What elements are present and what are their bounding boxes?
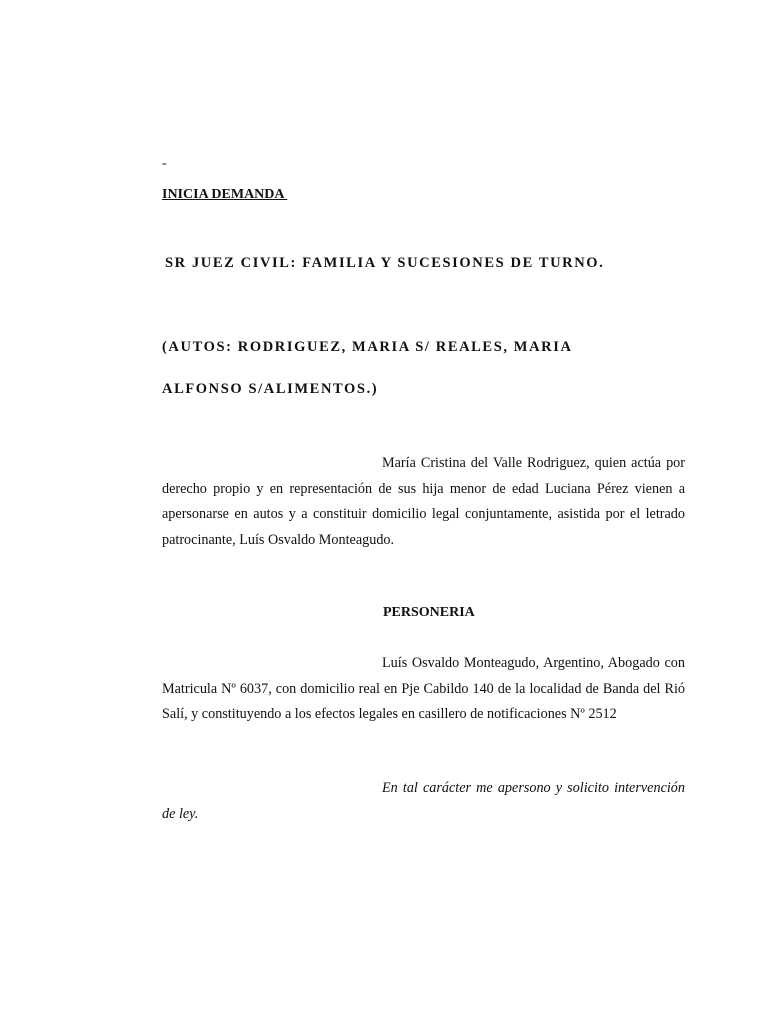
case-caption-line-2: ALFONSO S/ALIMENTOS.): [162, 381, 379, 397]
leading-dash: -: [162, 156, 167, 171]
appearance-paragraph: [162, 451, 685, 553]
appearance-paragraph-text: María Cristina del Valle Rodriguez, quien actúa por derecho propio y en representación de sus hija menor de edad Luciana Pérez vienen a apersonarse en autos y a constituir domicilio legal conjuntamente, asistida por el letrado patrocinante, Luís Osvaldo Monteagudo.: [162, 455, 685, 548]
personeria-heading: PERSONERIA: [383, 605, 475, 620]
document-title: INICIA DEMANDA: [162, 187, 288, 202]
intervention-paragraph-text: En tal carácter me apersono y solicito intervención de ley.: [162, 780, 685, 822]
judge-address-line: SR JUEZ CIVIL: FAMILIA Y SUCESIONES DE TURNO.: [165, 255, 605, 271]
lawyer-paragraph-text: Luís Osvaldo Monteagudo, Argentino, Abogado con Matricula Nº 6037, con domicilio real en Pje Cabildo 140 de la localidad de Banda del Rió Salí, y constituyendo a los efectos legales en casillero de notificaciones Nº 2512: [162, 655, 685, 722]
lawyer-paragraph: [162, 651, 685, 728]
case-caption-line-1: (AUTOS: RODRIGUEZ, MARIA S/ REALES, MARIA: [162, 339, 573, 355]
intervention-paragraph: [162, 776, 685, 827]
